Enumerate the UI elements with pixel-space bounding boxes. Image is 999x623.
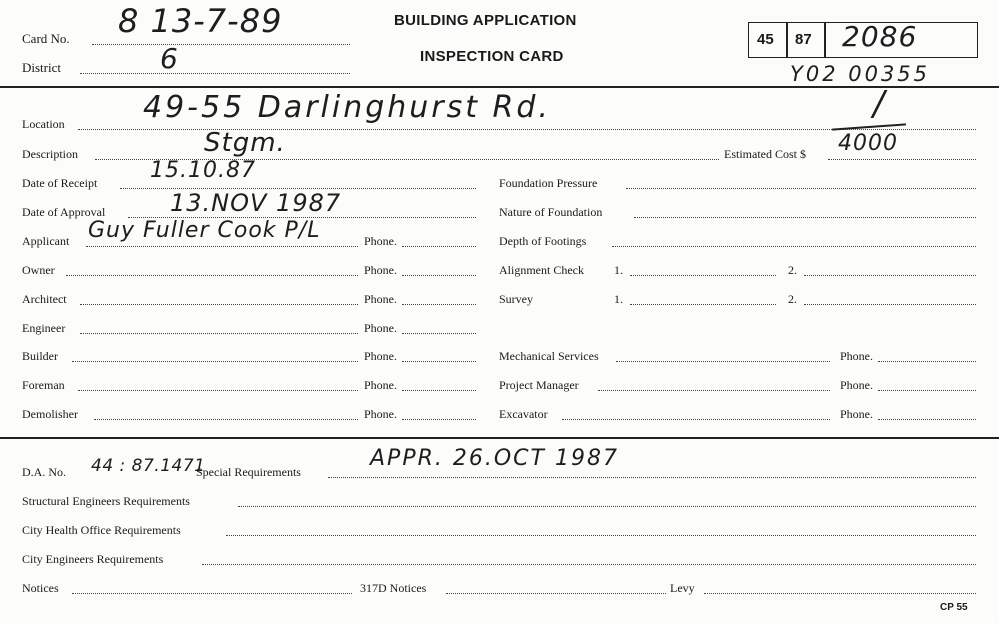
box-divider-1 — [786, 22, 788, 58]
owner-line — [66, 275, 358, 276]
mechanical-services-line — [616, 361, 830, 362]
alignment-check-label: Alignment Check — [499, 263, 584, 277]
notices-317d-line — [446, 593, 666, 594]
project-manager-phone-label: Phone. — [840, 378, 873, 392]
notices-317d-label: 317D Notices — [360, 581, 427, 595]
city-health-line — [226, 535, 976, 536]
survey-label: Survey — [499, 292, 533, 306]
survey-1-label: 1. — [614, 292, 623, 306]
excavator-line — [562, 419, 830, 420]
builder-line — [72, 361, 358, 362]
card-no-line — [92, 44, 350, 45]
mechanical-services-phone-line — [878, 361, 976, 362]
description-value: Stgm. — [204, 128, 286, 158]
form-title-line2: INSPECTION CARD — [420, 48, 564, 65]
demolisher-label: Demolisher — [22, 407, 78, 421]
architect-phone-line — [402, 304, 476, 305]
box-cell-2: 87 — [795, 31, 812, 48]
middle-rule — [0, 437, 999, 439]
date-of-approval-value: 13.NOV 1987 — [170, 189, 342, 217]
alignment-check-1-line — [630, 275, 776, 276]
foreman-phone-label: Phone. — [364, 378, 397, 392]
structural-engineers-label: Structural Engineers Requirements — [22, 494, 190, 508]
architect-phone-label: Phone. — [364, 292, 397, 306]
city-engineers-label: City Engineers Requirements — [22, 552, 164, 566]
excavator-phone-label: Phone. — [840, 407, 873, 421]
special-requirements-label: Special Requirements — [196, 465, 301, 479]
estimated-cost-line — [828, 159, 976, 160]
engineer-phone-label: Phone. — [364, 321, 397, 335]
structural-engineers-line — [238, 506, 976, 507]
foreman-phone-line — [402, 390, 476, 391]
depth-of-footings-line — [612, 246, 976, 247]
card-no-value: 8 13-7-89 — [118, 2, 283, 40]
foreman-label: Foreman — [22, 378, 65, 392]
survey-2-label: 2. — [788, 292, 797, 306]
builder-label: Builder — [22, 349, 58, 363]
demolisher-line — [94, 419, 358, 420]
engineer-label: Engineer — [22, 321, 66, 335]
form-title-line1: BUILDING APPLICATION — [394, 12, 577, 29]
nature-of-foundation-line — [634, 217, 976, 218]
notices-line — [72, 593, 352, 594]
estimated-cost-value: 4000 — [838, 131, 898, 156]
architect-label: Architect — [22, 292, 67, 306]
date-of-receipt-value: 15.10.87 — [150, 158, 256, 183]
levy-label: Levy — [670, 581, 695, 595]
project-manager-label: Project Manager — [499, 378, 579, 392]
applicant-label: Applicant — [22, 234, 70, 248]
engineer-line — [80, 333, 358, 334]
date-of-receipt-label: Date of Receipt — [22, 176, 98, 190]
survey-2-line — [804, 304, 976, 305]
nature-of-foundation-label: Nature of Foundation — [499, 205, 603, 219]
date-of-approval-label: Date of Approval — [22, 205, 106, 219]
excavator-label: Excavator — [499, 407, 548, 421]
alignment-check-1-label: 1. — [614, 263, 623, 277]
mechanical-services-phone-label: Phone. — [840, 349, 873, 363]
builder-phone-label: Phone. — [364, 349, 397, 363]
foundation-pressure-label: Foundation Pressure — [499, 176, 598, 190]
builder-phone-line — [402, 361, 476, 362]
alignment-check-2-line — [804, 275, 976, 276]
location-value: 49-55 Darlinghurst Rd. — [143, 90, 551, 125]
project-manager-phone-line — [878, 390, 976, 391]
special-requirements-line — [328, 477, 976, 478]
da-no-value: 44 : 87.1471 — [91, 456, 206, 476]
applicant-phone-line — [402, 246, 476, 247]
description-label: Description — [22, 147, 78, 161]
cost-mark: / — [873, 84, 886, 124]
engineer-phone-line — [402, 333, 476, 334]
district-label: District — [22, 60, 61, 75]
depth-of-footings-label: Depth of Footings — [499, 234, 587, 248]
excavator-phone-line — [878, 419, 976, 420]
applicant-value: Guy Fuller Cook P/L — [88, 218, 321, 243]
foundation-pressure-line — [626, 188, 976, 189]
card-no-label: Card No. — [22, 31, 70, 46]
da-no-label: D.A. No. — [22, 465, 66, 479]
district-line — [80, 73, 350, 74]
project-manager-line — [598, 390, 830, 391]
special-requirements-value: APPR. 26.OCT 1987 — [370, 446, 619, 471]
box-cell-1: 45 — [757, 31, 774, 48]
applicant-line — [86, 246, 358, 247]
reference-handwritten-value: Y02 00355 — [790, 62, 931, 86]
survey-1-line — [630, 304, 776, 305]
alignment-check-2-label: 2. — [788, 263, 797, 277]
form-code: CP 55 — [940, 602, 968, 613]
architect-line — [80, 304, 358, 305]
estimated-cost-label: Estimated Cost $ — [724, 147, 806, 161]
foreman-line — [78, 390, 358, 391]
demolisher-phone-label: Phone. — [364, 407, 397, 421]
owner-label: Owner — [22, 263, 55, 277]
box-cell-3: 2086 — [842, 20, 918, 53]
levy-line — [704, 593, 976, 594]
notices-label: Notices — [22, 581, 59, 595]
city-health-label: City Health Office Requirements — [22, 523, 181, 537]
location-label: Location — [22, 117, 65, 131]
owner-phone-line — [402, 275, 476, 276]
city-engineers-line — [202, 564, 976, 565]
applicant-phone-label: Phone. — [364, 234, 397, 248]
box-divider-2 — [824, 22, 826, 58]
header-rule — [0, 86, 999, 88]
owner-phone-label: Phone. — [364, 263, 397, 277]
mechanical-services-label: Mechanical Services — [499, 349, 599, 363]
district-value: 6 — [160, 42, 179, 75]
demolisher-phone-line — [402, 419, 476, 420]
